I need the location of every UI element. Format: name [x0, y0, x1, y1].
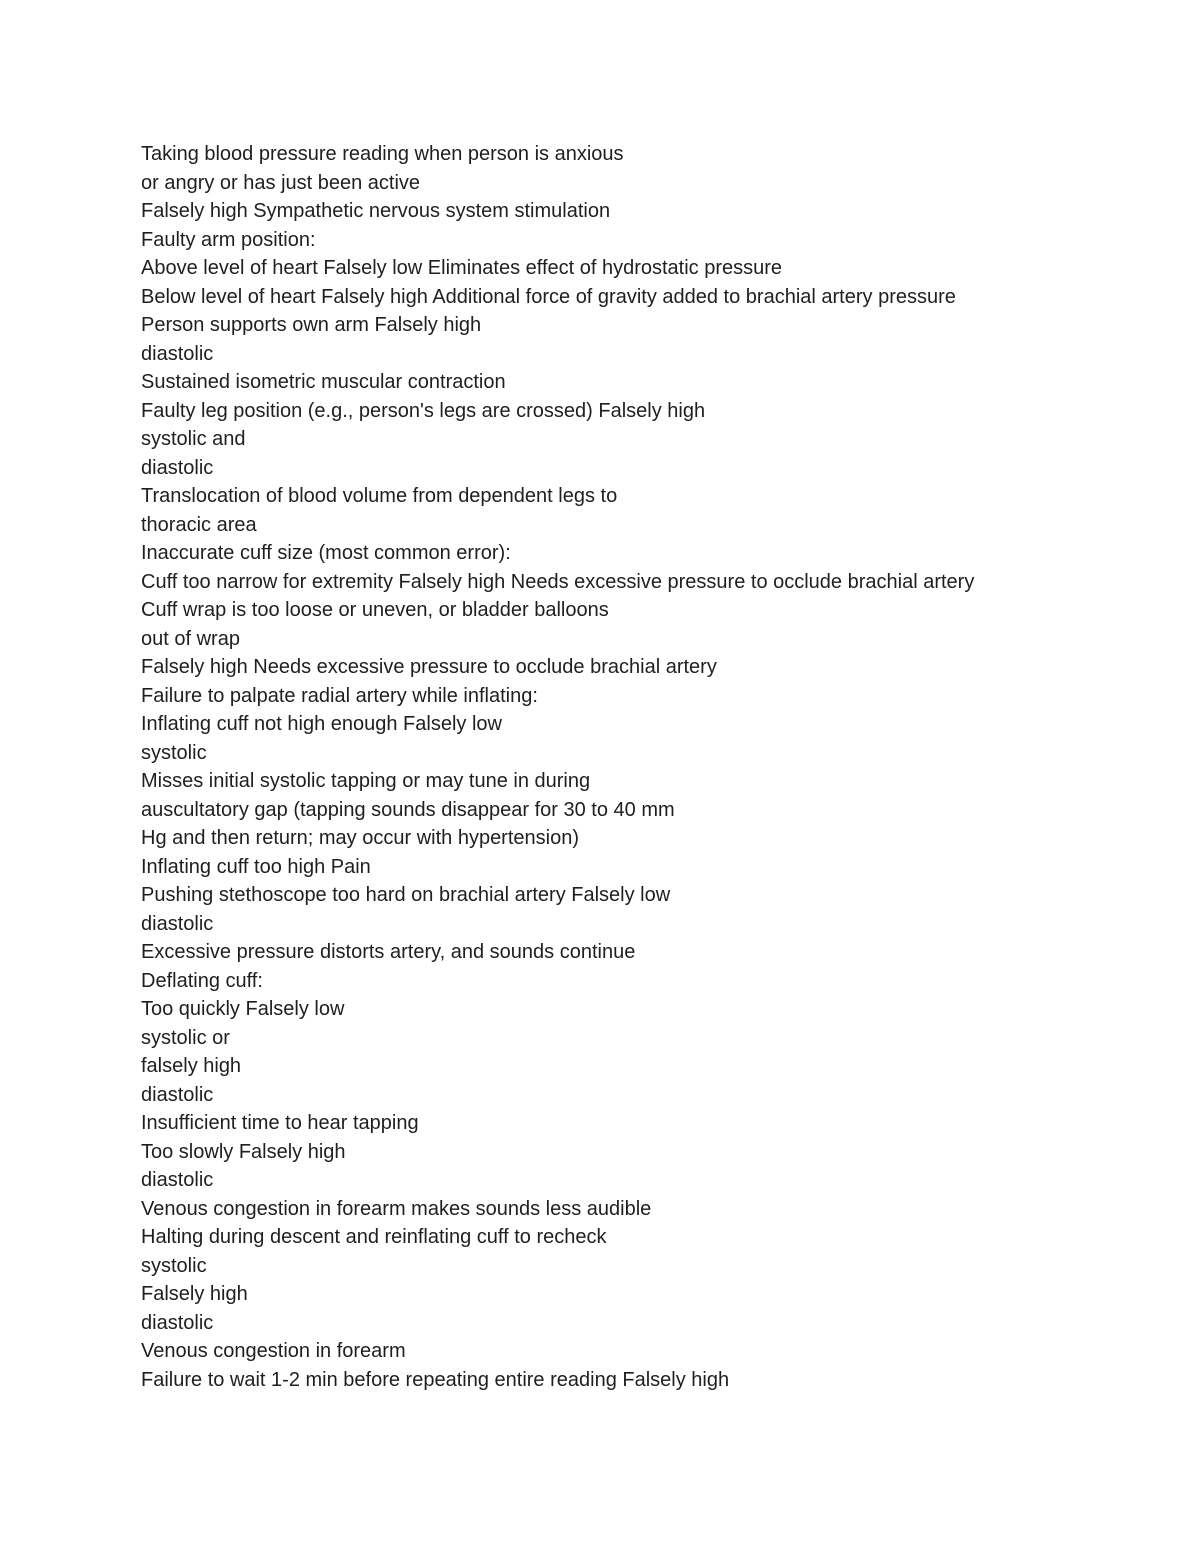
text-line: Below level of heart Falsely high Additional force of gravity added to brachial artery pressure	[141, 285, 956, 308]
text-line: Too slowly Falsely high	[141, 1140, 346, 1163]
text-line: Taking blood pressure reading when person is anxious	[141, 143, 624, 165]
document-body	[141, 140, 1141, 1394]
text-line: Failure to palpate radial artery while inflating:	[141, 684, 538, 707]
text-line: out of wrap	[141, 627, 240, 650]
text-line: Falsely high Needs excessive pressure to occlude brachial artery	[141, 656, 717, 678]
text-line: Venous congestion in forearm makes sounds less audible	[141, 1197, 652, 1220]
text-line: Failure to wait 1-2 min before repeating entire reading Falsely high	[141, 1368, 730, 1391]
text-line: systolic	[141, 741, 207, 764]
text-line: diastolic	[141, 1311, 214, 1334]
text-line: auscultatory gap (tapping sounds disappear for 30 to 40 mm	[141, 798, 675, 821]
text-line: Faulty arm position:	[141, 228, 316, 251]
text-line: Deflating cuff:	[141, 969, 263, 992]
text-line: Excessive pressure distorts artery, and sounds continue	[141, 941, 636, 963]
text-line: Too quickly Falsely low	[141, 998, 345, 1020]
text-line: Inaccurate cuff size (most common error):	[141, 542, 511, 564]
text-line: Inflating cuff too high Pain	[141, 855, 371, 878]
text-line: systolic	[141, 1254, 207, 1277]
text-line: Faulty leg position (e.g., person's legs are crossed) Falsely high	[141, 399, 706, 422]
text-line: Sustained isometric muscular contraction	[141, 371, 506, 393]
text-line: Inflating cuff not high enough Falsely low	[141, 713, 502, 735]
text-line: diastolic	[141, 342, 214, 365]
text-line: Halting during descent and reinflating cuff to recheck	[141, 1226, 607, 1248]
text-line: systolic and	[141, 428, 246, 450]
text-line: Pushing stethoscope too hard on brachial artery Falsely low	[141, 884, 671, 906]
text-line: systolic or	[141, 1026, 230, 1049]
text-line: Misses initial systolic tapping or may tune in during	[141, 770, 591, 792]
text-line: or angry or has just been active	[141, 171, 421, 194]
text-line: Cuff wrap is too loose or uneven, or bladder balloons	[141, 599, 609, 621]
text-line: Falsely high Sympathetic nervous system stimulation	[141, 200, 611, 222]
text-line: diastolic	[141, 1083, 214, 1106]
text-line: diastolic	[141, 456, 214, 479]
text-line: Person supports own arm Falsely high	[141, 314, 482, 336]
text-line: falsely high	[141, 1055, 242, 1077]
text-line: diastolic	[141, 912, 214, 935]
text-line: Falsely high	[141, 1283, 248, 1305]
text-line: Cuff too narrow for extremity Falsely high Needs excessive pressure to occlude brachial artery	[141, 570, 975, 593]
text-line: thoracic area	[141, 513, 257, 536]
text-line: Above level of heart Falsely low Eliminates effect of hydrostatic pressure	[141, 257, 783, 279]
text-line: Insufficient time to hear tapping	[141, 1112, 419, 1134]
text-line: Translocation of blood volume from dependent legs to	[141, 485, 618, 507]
text-line: Hg and then return; may occur with hypertension)	[141, 827, 579, 849]
text-line: Venous congestion in forearm	[141, 1340, 406, 1362]
text-line: diastolic	[141, 1169, 214, 1191]
